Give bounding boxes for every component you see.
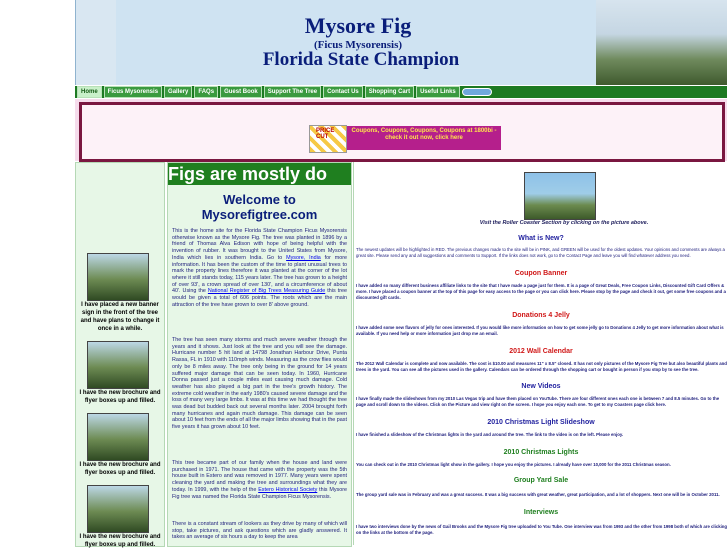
section-body-calendar: The 2012 Wall Calendar is complete and now available. The cost is $10.00 and measures 11" x 8.5" closed. It has not only pictures of the Mysore Fig Tree but also beautiful plants and trees in the yard. You can see all the pictures used in the gallery. Calendars can be ordered through the shopping cart or bought in person if you stop by to see the tree. — [356, 361, 727, 372]
welcome-line-1: Welcome to — [223, 192, 296, 207]
intro-paragraph — [172, 228, 347, 308]
sidebar-caption-4: I have the new brochure and flyer boxes up and filled. — [79, 534, 161, 548]
page-tagline: Florida State Champion — [262, 49, 460, 70]
mysore-india-link[interactable]: Mysore, India — [286, 254, 321, 261]
banner-sign-photo[interactable] — [87, 253, 149, 301]
family-paragraph — [172, 460, 347, 500]
coupon-banner-link[interactable]: Coupons, Coupons, Coupons, Coupons at 1800bi - check it out now, click here — [347, 126, 501, 150]
nav-gallery[interactable]: Gallery — [164, 86, 192, 98]
right-content — [353, 162, 727, 545]
section-body-christmas-lights: You can check out in the 2010 Christmas light show in the gallery. I hope you enjoy the pictures. I already have over 10,000 for the 2011 Christmas season. — [356, 462, 671, 467]
section-heading-christmas-slideshow: 2010 Christmas Light Slideshow — [487, 419, 595, 426]
welcome-line-2: Mysorefigtree.com — [201, 207, 318, 222]
section-body-coupon-banner: I have added so many different business affiliate links to the site that I have made a page just for them. It is a page of Great Deals, Free Coupon Links, Discounted Gift Card Offers & more. I have placed a coupon banner at the top of this page for easy access to the page or you can click here. Please stop by the page and check it out, get some free coupons and a discounted gift cards. — [356, 283, 726, 300]
section-body-yard-sale: The group yard sale was in February and was a great success. It was a big success with great weather, great participation, and a lot of shoppers. Next one will be in October 2011. — [356, 492, 720, 497]
roller-coaster-caption: Visit the Roller Coaster Section by clicking on the picture above. — [479, 220, 649, 226]
page-title: Mysore Fig — [304, 13, 412, 38]
sidebar-caption-1: I have placed a new banner sign in the front of the tree and have plans to change it once in a while. — [80, 302, 160, 332]
nav-home[interactable]: Home — [77, 86, 102, 98]
roller-coaster-photo[interactable] — [524, 172, 596, 220]
nav-extra-button[interactable] — [462, 88, 492, 96]
section-heading-calendar: 2012 Wall Calendar — [509, 348, 573, 355]
center-content — [167, 162, 352, 547]
section-heading-interviews: Interviews — [523, 509, 559, 516]
coupon-cut-label: PRICE CUT — [316, 128, 335, 140]
section-heading-donations: Donations 4 Jelly — [512, 312, 570, 319]
header-tree-photo — [596, 0, 727, 85]
nav-guest-book[interactable]: Guest Book — [220, 86, 262, 98]
section-body-donations: I have added some new flavors of jelly for ones interested. If you would like more information on how to get some jelly go to Donations 4 Jelly to get more information about what is available. If you need help or more information just drop me an email. — [356, 325, 724, 336]
welcome-heading — [168, 192, 351, 222]
section-heading-christmas-lights: 2010 Christmas Lights — [503, 449, 579, 456]
left-sidebar — [75, 162, 165, 547]
brochure-box-photo-3[interactable] — [87, 485, 149, 533]
nav-faqs[interactable]: FAQs — [194, 86, 218, 98]
intro-text-a: This is the home site for the Florida State Champion Ficus Mysorensis otherwise known as the Mysore Fig. The tree was planted in 1896 by a friend of Thomas Alva Edison with hope of being helpful with the invention of rubber. It was brought to the United States from Mysore, India which lies in southern India. Go to — [172, 228, 347, 261]
coupon-banner-frame — [79, 102, 725, 162]
section-body-whats-new: The newest updates will be highlighted in RED. The previous changes made to the site will be in PINK, and GREEN will be used for the oldest updates. Your opinions and comments are always a great site. Please send any and all suggestions and comments to Support. If the links does not work, go to the Contact Page and leave you will find whatever address you need. — [356, 247, 725, 258]
family-text-a: This tree became part of our family when the house and land were purchased in 1971. The house that came with the property was the 5th house built in Estero and was removed in 1977. Many years were spent cleaning the yard and making the tree and surroundings what they are today. In 1999, with the help of the — [172, 460, 347, 493]
coupon-scissors-image[interactable] — [309, 125, 347, 153]
nav-support-the-tree[interactable]: Support The Tree — [264, 86, 321, 98]
main-nav — [75, 86, 727, 98]
scrolling-marquee: Figs are mostly do — [168, 163, 351, 185]
section-heading-new-videos: New Videos — [521, 383, 561, 390]
section-body-new-videos: I have finally made the slideshows from my 2010 Las Vegas trip and have them placed on YouTube. There are four different ones each one is between 7 and 8.5 minutes. Go to the page and scroll down to the videos. Click on the Picture and view right on the screen. I hope you enjoy each one. To get to my Coasters page click here. — [356, 396, 720, 407]
sidebar-caption-2: I have the new brochure and flyer boxes up and filled. — [79, 390, 161, 404]
national-register-link[interactable]: National Register of Big Trees Measuring Guide — [207, 288, 326, 295]
intro-text-b: for more information. It has been the custom of the time to plant unusual trees to mark the property lines therefore it was planted at the corner of the lot where it still stands today, 115 years later. The tree has grown to a height of over 93', a crown spread of over 130', and a circumference of about 40'. Using the — [172, 254, 348, 295]
header-left-image — [76, 0, 116, 85]
sidebar-caption-3: I have the new brochure and flyer boxes up and filled. — [79, 462, 161, 476]
site-header — [75, 0, 727, 85]
nav-useful-links[interactable]: Useful Links — [416, 86, 460, 98]
brochure-box-photo-1[interactable] — [87, 341, 149, 389]
brochure-box-photo-2[interactable] — [87, 413, 149, 461]
section-heading-yard-sale: Group Yard Sale — [513, 477, 569, 484]
lookers-paragraph: There is a constant stream of lookers as they drive by many of which will stop, take pictures, and ask questions which are gladly answered. It takes an average of six hours a day to keep the area — [172, 521, 347, 541]
family-text-b: this Mysore Fig tree was named the Florida State Champion Ficus Mysorensis. — [172, 486, 348, 500]
coupon-banner-area — [75, 99, 727, 161]
page-subtitle: (Ficus Mysorensis) — [313, 39, 403, 51]
estero-historical-link[interactable]: Estero Historical Society — [258, 486, 318, 493]
nav-ficus-mysorensis[interactable]: Ficus Mysorensis — [104, 86, 162, 98]
history-paragraph: The tree has seen many storms and much severe weather through the years and it shows. Just look at the tree and you will see the damage. Hurricane number 5 hit land at 14798 Jonathan Harbour Drive, Punta Rassa, FL in 1910 with 110mph winds. Measuring as the crow flies would only be 8 miles away. The tree only being in the ground for 14 years suffered major damage that can be seen today. In 1960, Hurricane Donna passed just a couple miles east causing much damage. Cold weather has also played a big part in the tree's growth history. The extreme cold weather in the early 1980's caused severe damage and the loss of many very large limbs. It was at this time we had thought the tree was dead but budded back out several months later. 2004 brought forth many hurricanes and again much damage. This damage can be seen about 10 feet from the ends of all the major limbs showing that in the past five years it has grown about 10 feet. — [172, 337, 347, 431]
section-heading-whats-new: What is New? — [518, 235, 564, 242]
nav-contact-us[interactable]: Contact Us — [323, 86, 363, 98]
section-body-interviews: I have two interviews done by the news of Gail Brooks and the Mysore Fig tree uploaded to You Tube. One interview was from 1993 and the other from 1998 both of which are clicking on the links at the bottom of the page. — [356, 524, 727, 535]
nav-shopping-cart[interactable]: Shopping Cart — [365, 86, 414, 98]
intro-text-c: this tree would be given a total of 606 points. The roots which are the main attraction of the tree have grown to over 8' above ground. — [172, 288, 347, 308]
section-heading-coupon-banner: Coupon Banner — [514, 270, 568, 277]
section-body-christmas-slideshow: I have finished a slideshow of the Christmas lights in the yard and around the tree. The link to the video is on the left. Please enjoy. — [356, 432, 624, 437]
